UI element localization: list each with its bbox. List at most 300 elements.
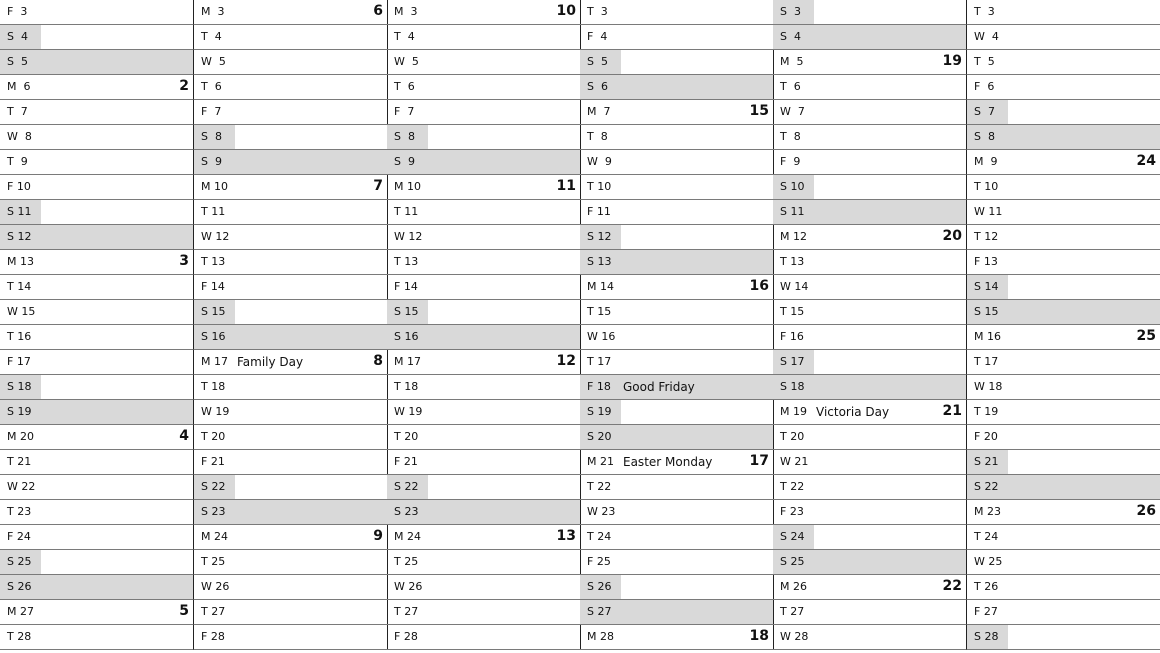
- day-cell[interactable]: [0, 25, 194, 50]
- day-label: M 10: [201, 180, 228, 193]
- day-label: S 22: [201, 480, 226, 493]
- day-cell[interactable]: [387, 625, 581, 650]
- day-cell[interactable]: [580, 0, 774, 25]
- day-label: S 9: [394, 155, 415, 168]
- day-label: W 16: [587, 330, 616, 343]
- day-label: T 11: [394, 205, 419, 218]
- day-label: S 25: [780, 555, 805, 568]
- day-cell[interactable]: [0, 550, 194, 575]
- day-label: S 23: [201, 505, 226, 518]
- day-cell[interactable]: [194, 300, 388, 325]
- day-cell[interactable]: [0, 500, 194, 525]
- holiday-label: Easter Monday: [623, 455, 713, 469]
- day-cell[interactable]: [194, 125, 388, 150]
- day-label: S 25: [7, 555, 32, 568]
- day-cell[interactable]: [0, 575, 194, 600]
- day-cell[interactable]: [194, 475, 388, 500]
- day-label: S 22: [974, 480, 999, 493]
- day-cell[interactable]: [773, 525, 967, 550]
- day-cell[interactable]: [194, 375, 388, 400]
- day-label: S 7: [974, 105, 995, 118]
- day-cell[interactable]: [580, 375, 774, 400]
- week-number: 17: [749, 453, 769, 469]
- day-cell[interactable]: [194, 325, 388, 350]
- day-cell[interactable]: [0, 375, 194, 400]
- week-number: 21: [942, 403, 962, 419]
- day-label: S 23: [394, 505, 419, 518]
- day-cell[interactable]: [194, 175, 388, 200]
- day-cell[interactable]: [387, 200, 581, 225]
- day-label: T 17: [587, 355, 612, 368]
- day-cell[interactable]: [773, 450, 967, 475]
- day-cell[interactable]: [387, 325, 581, 350]
- day-cell[interactable]: [0, 175, 194, 200]
- day-cell[interactable]: [967, 225, 1160, 250]
- day-cell[interactable]: [194, 550, 388, 575]
- day-label: S 18: [780, 380, 805, 393]
- day-cell[interactable]: [580, 325, 774, 350]
- day-label: F 3: [7, 5, 28, 18]
- day-cell[interactable]: [0, 300, 194, 325]
- day-cell[interactable]: [194, 600, 388, 625]
- day-cell[interactable]: [967, 550, 1160, 575]
- day-cell[interactable]: [773, 275, 967, 300]
- week-number: 25: [1136, 328, 1156, 344]
- day-label: F 24: [7, 530, 31, 543]
- day-label: S 12: [587, 230, 612, 243]
- day-cell[interactable]: [0, 350, 194, 375]
- day-label: M 3: [394, 5, 418, 18]
- day-label: W 9: [587, 155, 612, 168]
- weekend-shade: [580, 75, 773, 99]
- day-label: F 27: [974, 605, 998, 618]
- day-cell[interactable]: [580, 550, 774, 575]
- day-cell[interactable]: [387, 450, 581, 475]
- day-cell[interactable]: [0, 225, 194, 250]
- day-label: T 8: [780, 130, 801, 143]
- month-column-may: [773, 0, 967, 653]
- day-cell[interactable]: [387, 350, 581, 375]
- day-cell[interactable]: [967, 25, 1160, 50]
- day-label: F 16: [780, 330, 804, 343]
- day-cell[interactable]: [580, 150, 774, 175]
- day-label: W 19: [201, 405, 230, 418]
- day-cell[interactable]: [0, 450, 194, 475]
- day-label: M 3: [201, 5, 225, 18]
- day-label: M 28: [587, 630, 614, 643]
- week-number: 2: [179, 78, 189, 94]
- day-cell[interactable]: [773, 575, 967, 600]
- day-cell[interactable]: [773, 425, 967, 450]
- day-cell[interactable]: [0, 250, 194, 275]
- day-cell[interactable]: [967, 150, 1160, 175]
- day-cell[interactable]: [387, 100, 581, 125]
- day-cell[interactable]: [580, 50, 774, 75]
- day-cell[interactable]: [194, 525, 388, 550]
- day-cell[interactable]: [194, 25, 388, 50]
- day-cell[interactable]: [773, 100, 967, 125]
- day-label: S 8: [201, 130, 222, 143]
- day-label: T 13: [201, 255, 226, 268]
- day-cell[interactable]: [967, 625, 1160, 650]
- day-label: F 25: [587, 555, 611, 568]
- day-label: S 16: [394, 330, 419, 343]
- day-cell[interactable]: [773, 625, 967, 650]
- day-label: T 23: [7, 505, 32, 518]
- day-label: T 16: [7, 330, 32, 343]
- day-cell[interactable]: [580, 225, 774, 250]
- day-label: T 27: [201, 605, 226, 618]
- week-number: 4: [179, 428, 189, 444]
- day-label: T 27: [780, 605, 805, 618]
- day-label: S 15: [201, 305, 226, 318]
- day-label: T 20: [394, 430, 419, 443]
- day-label: F 21: [201, 455, 225, 468]
- day-cell[interactable]: [580, 25, 774, 50]
- week-number: 9: [373, 528, 383, 544]
- week-number: 22: [942, 578, 962, 594]
- day-label: M 23: [974, 505, 1001, 518]
- day-label: T 12: [974, 230, 999, 243]
- week-number: 10: [556, 3, 576, 19]
- month-column-march: [387, 0, 581, 653]
- day-label: T 24: [587, 530, 612, 543]
- day-label: T 6: [394, 80, 415, 93]
- day-label: T 27: [394, 605, 419, 618]
- day-cell[interactable]: [773, 175, 967, 200]
- day-cell[interactable]: [773, 500, 967, 525]
- day-cell[interactable]: [387, 0, 581, 25]
- day-cell[interactable]: [580, 75, 774, 100]
- day-cell[interactable]: [580, 450, 774, 475]
- day-cell[interactable]: [0, 125, 194, 150]
- day-label: S 10: [780, 180, 805, 193]
- day-label: F 6: [974, 80, 995, 93]
- day-label: M 24: [201, 530, 228, 543]
- day-label: S 16: [201, 330, 226, 343]
- month-column-april: [580, 0, 774, 653]
- day-cell[interactable]: [773, 325, 967, 350]
- day-cell[interactable]: [773, 400, 967, 425]
- day-label: W 4: [974, 30, 999, 43]
- holiday-label: Good Friday: [623, 380, 695, 394]
- day-cell[interactable]: [580, 175, 774, 200]
- day-label: T 6: [201, 80, 222, 93]
- day-label: W 25: [974, 555, 1003, 568]
- day-label: T 22: [780, 480, 805, 493]
- day-label: T 6: [780, 80, 801, 93]
- day-cell[interactable]: [194, 50, 388, 75]
- day-cell[interactable]: [194, 500, 388, 525]
- day-cell[interactable]: [580, 425, 774, 450]
- day-cell[interactable]: [967, 100, 1160, 125]
- day-label: W 18: [974, 380, 1003, 393]
- day-label: W 26: [394, 580, 423, 593]
- day-label: T 15: [780, 305, 805, 318]
- day-cell[interactable]: [773, 25, 967, 50]
- day-cell[interactable]: [194, 400, 388, 425]
- day-label: T 18: [394, 380, 419, 393]
- day-label: F 23: [780, 505, 804, 518]
- day-cell[interactable]: [0, 325, 194, 350]
- day-label: M 7: [587, 105, 611, 118]
- week-number: 18: [749, 628, 769, 644]
- day-label: T 8: [587, 130, 608, 143]
- day-label: T 17: [974, 355, 999, 368]
- day-cell[interactable]: [580, 475, 774, 500]
- day-cell[interactable]: [773, 225, 967, 250]
- day-label: W 26: [201, 580, 230, 593]
- week-number: 15: [749, 103, 769, 119]
- day-label: S 22: [394, 480, 419, 493]
- week-number: 7: [373, 178, 383, 194]
- day-cell[interactable]: [773, 475, 967, 500]
- day-label: S 24: [780, 530, 805, 543]
- day-label: M 10: [394, 180, 421, 193]
- day-label: S 20: [587, 430, 612, 443]
- day-cell[interactable]: [773, 200, 967, 225]
- day-cell[interactable]: [387, 175, 581, 200]
- week-number: 19: [942, 53, 962, 69]
- day-label: T 3: [974, 5, 995, 18]
- day-cell[interactable]: [580, 125, 774, 150]
- day-cell[interactable]: [580, 200, 774, 225]
- day-cell[interactable]: [0, 50, 194, 75]
- day-cell[interactable]: [967, 300, 1160, 325]
- day-label: S 5: [7, 55, 28, 68]
- day-cell[interactable]: [580, 350, 774, 375]
- day-cell[interactable]: [580, 625, 774, 650]
- day-cell[interactable]: [387, 425, 581, 450]
- day-cell[interactable]: [967, 350, 1160, 375]
- day-cell[interactable]: [967, 250, 1160, 275]
- day-cell[interactable]: [967, 575, 1160, 600]
- day-cell[interactable]: [194, 150, 388, 175]
- day-cell[interactable]: [773, 600, 967, 625]
- day-label: W 19: [394, 405, 423, 418]
- weekend-shade: [0, 50, 193, 74]
- day-cell[interactable]: [967, 200, 1160, 225]
- day-cell[interactable]: [387, 475, 581, 500]
- weekend-shade: [387, 150, 580, 174]
- day-cell[interactable]: [967, 0, 1160, 25]
- day-cell[interactable]: [387, 225, 581, 250]
- day-label: T 26: [974, 580, 999, 593]
- day-cell[interactable]: [387, 575, 581, 600]
- day-cell[interactable]: [580, 600, 774, 625]
- day-label: S 19: [587, 405, 612, 418]
- day-cell[interactable]: [967, 275, 1160, 300]
- day-cell[interactable]: [387, 300, 581, 325]
- day-cell[interactable]: [387, 600, 581, 625]
- day-label: W 28: [780, 630, 809, 643]
- day-cell[interactable]: [580, 250, 774, 275]
- day-cell[interactable]: [967, 600, 1160, 625]
- day-cell[interactable]: [580, 525, 774, 550]
- day-label: M 21: [587, 455, 614, 468]
- day-cell[interactable]: [967, 50, 1160, 75]
- day-cell[interactable]: [387, 550, 581, 575]
- day-cell[interactable]: [773, 250, 967, 275]
- day-label: F 7: [394, 105, 415, 118]
- month-column-february: [194, 0, 388, 653]
- day-label: S 26: [587, 580, 612, 593]
- day-cell[interactable]: [0, 425, 194, 450]
- day-cell[interactable]: [387, 25, 581, 50]
- day-cell[interactable]: [387, 50, 581, 75]
- day-cell[interactable]: [0, 275, 194, 300]
- day-cell[interactable]: [773, 0, 967, 25]
- day-cell[interactable]: [580, 275, 774, 300]
- day-label: W 5: [394, 55, 419, 68]
- week-number: 26: [1136, 503, 1156, 519]
- day-cell[interactable]: [0, 600, 194, 625]
- day-cell[interactable]: [194, 75, 388, 100]
- day-cell[interactable]: [0, 200, 194, 225]
- day-cell[interactable]: [967, 475, 1160, 500]
- day-label: F 7: [201, 105, 222, 118]
- week-number: 16: [749, 278, 769, 294]
- day-label: W 12: [201, 230, 230, 243]
- week-number: 13: [556, 528, 576, 544]
- day-label: M 24: [394, 530, 421, 543]
- day-label: T 7: [7, 105, 28, 118]
- day-cell[interactable]: [0, 100, 194, 125]
- day-label: M 9: [974, 155, 998, 168]
- day-label: W 15: [7, 305, 36, 318]
- day-label: F 9: [780, 155, 801, 168]
- day-label: F 20: [974, 430, 998, 443]
- day-cell[interactable]: [194, 100, 388, 125]
- day-label: T 18: [201, 380, 226, 393]
- day-cell[interactable]: [387, 500, 581, 525]
- day-label: M 26: [780, 580, 807, 593]
- day-cell[interactable]: [580, 300, 774, 325]
- day-label: S 4: [7, 30, 28, 43]
- day-cell[interactable]: [773, 375, 967, 400]
- day-cell[interactable]: [580, 500, 774, 525]
- day-cell[interactable]: [967, 425, 1160, 450]
- day-cell[interactable]: [0, 400, 194, 425]
- day-cell[interactable]: [387, 150, 581, 175]
- weekend-shade: [194, 150, 387, 174]
- day-cell[interactable]: [773, 125, 967, 150]
- day-cell[interactable]: [194, 425, 388, 450]
- day-cell[interactable]: [387, 375, 581, 400]
- day-label: W 8: [7, 130, 32, 143]
- day-cell[interactable]: [0, 625, 194, 650]
- day-label: S 14: [974, 280, 999, 293]
- day-cell[interactable]: [194, 250, 388, 275]
- day-label: T 4: [394, 30, 415, 43]
- day-label: M 6: [7, 80, 31, 93]
- day-cell[interactable]: [0, 0, 194, 25]
- day-label: W 14: [780, 280, 809, 293]
- day-cell[interactable]: [580, 575, 774, 600]
- day-label: F 14: [201, 280, 225, 293]
- day-label: M 12: [780, 230, 807, 243]
- day-cell[interactable]: [387, 250, 581, 275]
- day-label: S 15: [974, 305, 999, 318]
- day-label: T 24: [974, 530, 999, 543]
- week-number: 8: [373, 353, 383, 369]
- day-cell[interactable]: [773, 300, 967, 325]
- day-cell[interactable]: [194, 225, 388, 250]
- day-cell[interactable]: [387, 525, 581, 550]
- day-label: M 14: [587, 280, 614, 293]
- day-label: S 12: [7, 230, 32, 243]
- day-label: T 22: [587, 480, 612, 493]
- day-label: T 9: [7, 155, 28, 168]
- day-cell[interactable]: [194, 575, 388, 600]
- day-label: T 20: [780, 430, 805, 443]
- day-label: T 13: [394, 255, 419, 268]
- day-label: T 13: [780, 255, 805, 268]
- day-cell[interactable]: [194, 625, 388, 650]
- day-cell[interactable]: [387, 75, 581, 100]
- day-cell[interactable]: [194, 0, 388, 25]
- day-label: F 11: [587, 205, 611, 218]
- day-cell[interactable]: [773, 75, 967, 100]
- day-cell[interactable]: [580, 400, 774, 425]
- day-cell[interactable]: [773, 50, 967, 75]
- day-cell[interactable]: [773, 150, 967, 175]
- day-cell[interactable]: [773, 550, 967, 575]
- day-cell[interactable]: [387, 275, 581, 300]
- day-label: F 17: [7, 355, 31, 368]
- day-label: M 16: [974, 330, 1001, 343]
- day-cell[interactable]: [967, 525, 1160, 550]
- day-cell[interactable]: [967, 175, 1160, 200]
- day-label: S 21: [974, 455, 999, 468]
- day-cell[interactable]: [194, 450, 388, 475]
- weekend-shade: [967, 125, 1160, 149]
- day-cell[interactable]: [194, 350, 388, 375]
- day-cell[interactable]: [967, 325, 1160, 350]
- day-cell[interactable]: [387, 400, 581, 425]
- day-label: S 17: [780, 355, 805, 368]
- day-cell[interactable]: [967, 400, 1160, 425]
- day-label: S 8: [394, 130, 415, 143]
- day-cell[interactable]: [0, 475, 194, 500]
- day-label: F 18: [587, 380, 611, 393]
- day-cell[interactable]: [967, 500, 1160, 525]
- day-cell[interactable]: [0, 150, 194, 175]
- day-label: M 19: [780, 405, 807, 418]
- day-cell[interactable]: [194, 275, 388, 300]
- day-cell[interactable]: [580, 100, 774, 125]
- day-cell[interactable]: [0, 75, 194, 100]
- day-cell[interactable]: [194, 200, 388, 225]
- day-label: T 3: [587, 5, 608, 18]
- day-cell[interactable]: [967, 75, 1160, 100]
- day-label: F 28: [394, 630, 418, 643]
- day-cell[interactable]: [967, 450, 1160, 475]
- day-label: W 12: [394, 230, 423, 243]
- day-cell[interactable]: [773, 350, 967, 375]
- day-label: T 28: [7, 630, 32, 643]
- week-number: 24: [1136, 153, 1156, 169]
- week-number: 12: [556, 353, 576, 369]
- day-label: F 10: [7, 180, 31, 193]
- day-cell[interactable]: [967, 375, 1160, 400]
- day-cell[interactable]: [967, 125, 1160, 150]
- day-label: T 4: [201, 30, 222, 43]
- day-cell[interactable]: [0, 525, 194, 550]
- day-label: T 25: [201, 555, 226, 568]
- day-cell[interactable]: [387, 125, 581, 150]
- day-label: T 25: [394, 555, 419, 568]
